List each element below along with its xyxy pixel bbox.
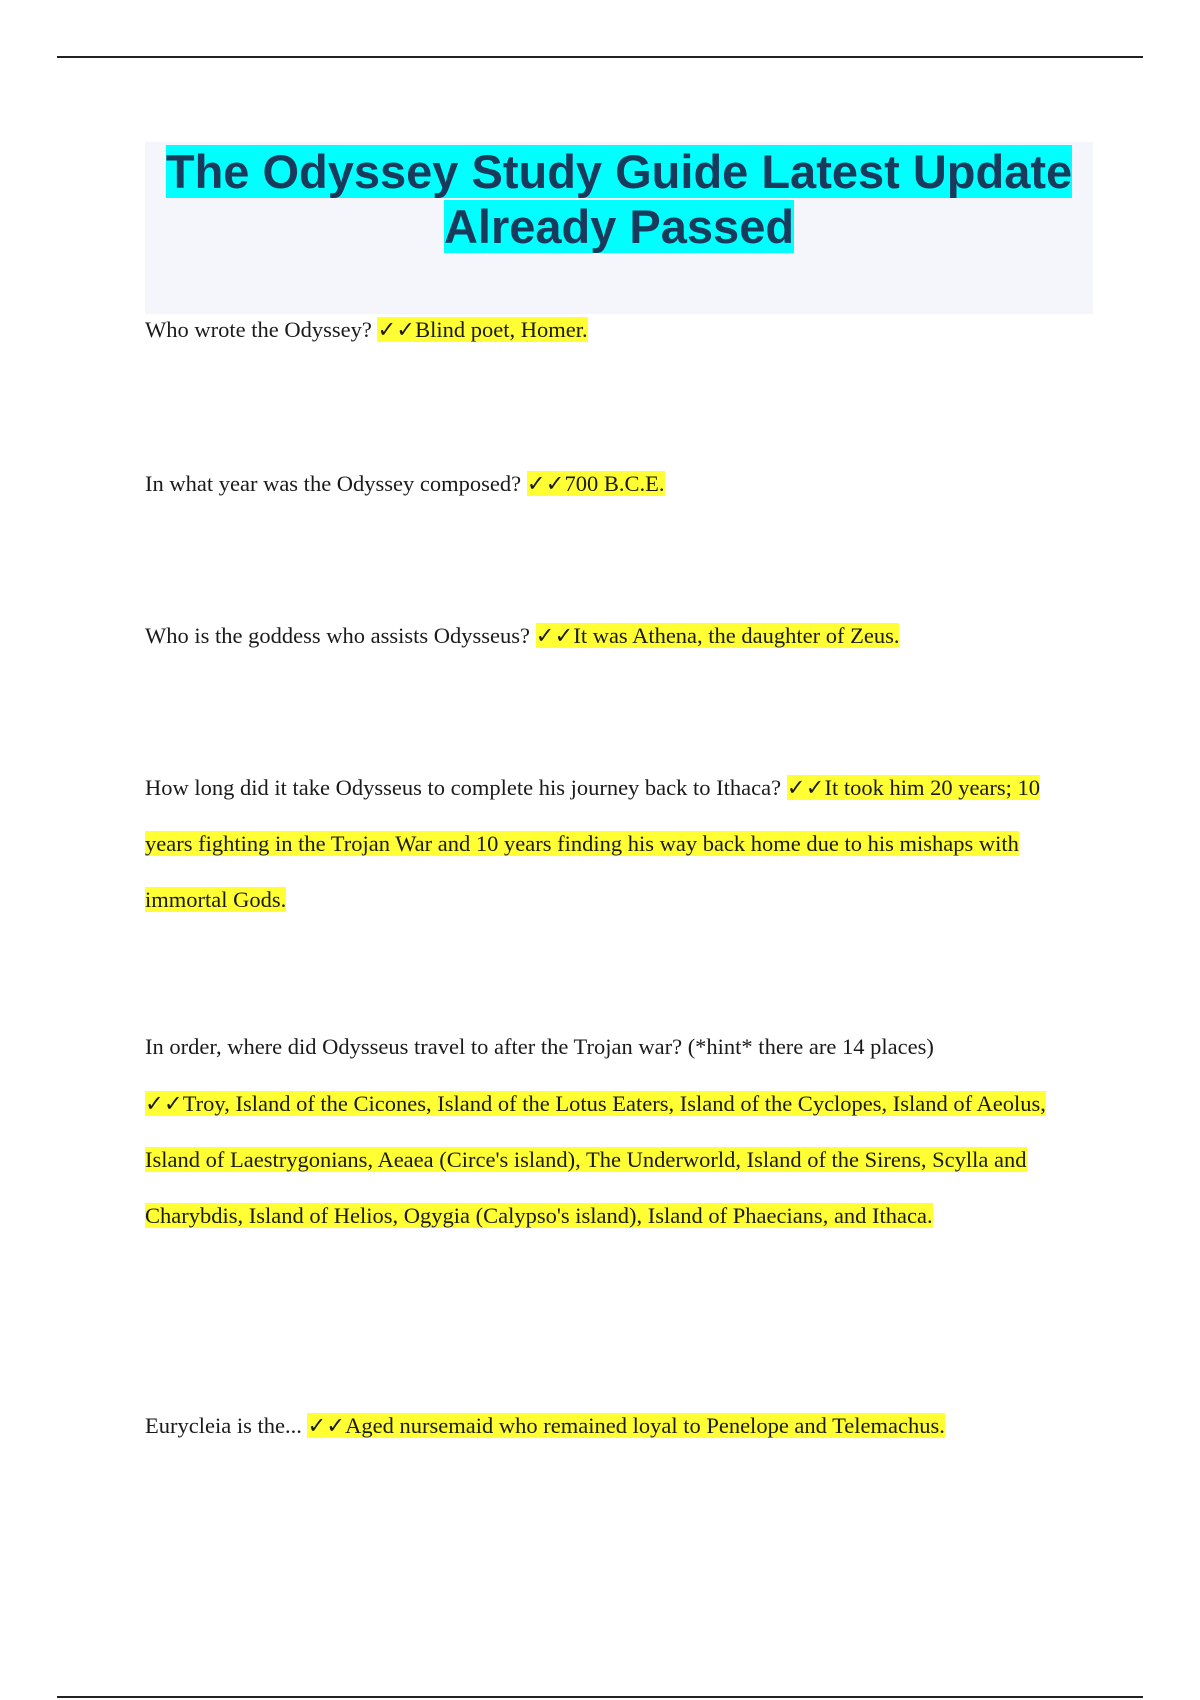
qa-item [145, 608, 1085, 664]
question-text: Who wrote the Odyssey? [145, 317, 372, 342]
answer-text: Aged nursemaid who remained loyal to Penelope and Telemachus. [345, 1413, 945, 1438]
check-mark-icon: ✓✓ [145, 1091, 183, 1116]
answer-highlight [377, 317, 587, 342]
check-mark-icon: ✓✓ [786, 775, 825, 800]
answer-text: 700 B.C.E. [564, 471, 665, 496]
check-mark-icon: ✓✓ [526, 471, 565, 496]
page-title [145, 142, 1093, 254]
question-text: In what year was the Odyssey composed? [145, 471, 522, 496]
check-mark-icon: ✓✓ [535, 623, 574, 648]
answer-text: It was Athena, the daughter of Zeus. [573, 623, 900, 648]
answer-text: Blind poet, Homer. [415, 317, 588, 342]
footer-rule [57, 1696, 1143, 1698]
qa-item [145, 302, 1085, 358]
qa-item [145, 1398, 1085, 1454]
answer-text: It took him 20 years; 10 years fighting in the Trojan War and 10 years finding his way back home due to his mishaps with immortal Gods. [145, 775, 1041, 912]
qa-item [145, 456, 1085, 512]
question-text: Who is the goddess who assists Odysseus? [145, 623, 530, 648]
answer-highlight [527, 471, 665, 496]
qa-item [145, 1018, 1085, 1244]
question-text: In order, where did Odysseus travel to after the Trojan war? (*hint* there are 14 places) [145, 1034, 934, 1059]
check-mark-icon: ✓✓ [307, 1413, 346, 1438]
qa-item [145, 760, 1085, 928]
answer-highlight [536, 623, 900, 648]
question-text: How long did it take Odysseus to complete his journey back to Ithaca? [145, 775, 782, 800]
title-block [145, 142, 1093, 314]
answer-highlight [307, 1413, 944, 1438]
answer-highlight [145, 1091, 1046, 1228]
question-text: Eurycleia is the... [145, 1413, 302, 1438]
answer-text: Troy, Island of the Cicones, Island of the Lotus Eaters, Island of the Cyclopes, Island of Aeolus, Island of Laestrygonians, Aeaea (Circe's island), The Underworld, Island of the Sirens, Scylla and Charybdis, Island of Helios, Ogygia (Calypso's island), Island of Phaecians, and Ithaca. [145, 1091, 1046, 1228]
check-mark-icon: ✓✓ [377, 317, 416, 342]
page-title-text: The Odyssey Study Guide Latest Update Already Passed [165, 145, 1073, 253]
header-rule [57, 56, 1143, 58]
